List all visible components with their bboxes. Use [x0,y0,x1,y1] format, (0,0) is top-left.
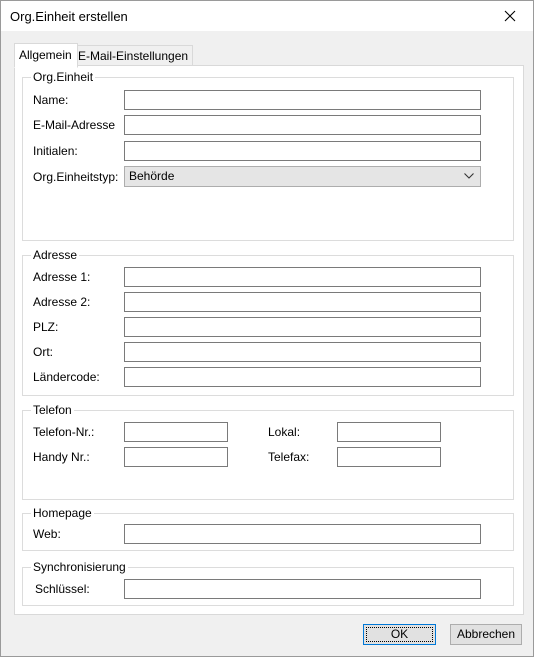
local-input[interactable] [337,422,441,442]
org-type-label: Org.Einheitstyp: [33,170,119,184]
group-homepage [22,506,514,551]
group-title-homepage: Homepage [33,506,92,520]
group-address [22,248,514,396]
cancel-button[interactable] [450,624,522,645]
name-input[interactable] [124,90,481,110]
local-label: Lokal: [268,425,301,439]
group-sync [22,560,514,606]
mobile-label: Handy Nr.: [33,450,90,464]
group-title-org-unit: Org.Einheit [33,70,94,84]
country-code-input[interactable] [124,367,481,387]
web-input[interactable] [124,524,481,544]
city-label: Ort: [33,345,53,359]
window-title: Org.Einheit erstellen [10,9,128,24]
zip-label: PLZ: [33,320,59,334]
group-title-sync: Synchronisierung [33,560,126,574]
address2-label: Adresse 2: [33,295,91,309]
org-type-selected-value: Behörde [129,169,175,183]
group-title-address: Adresse [33,248,78,262]
tab-email-settings[interactable]: E-Mail-Einstellungen [73,45,193,66]
web-label: Web: [33,527,61,541]
ok-button-label: OK [390,627,409,641]
name-label: Name: [33,93,69,107]
phone-input[interactable] [124,422,228,442]
ok-button[interactable] [363,624,436,645]
group-org-unit [22,70,514,241]
sync-key-input[interactable] [124,579,481,599]
title-bar [1,1,533,31]
group-title-phone: Telefon [33,403,72,417]
fax-label: Telefax: [268,450,310,464]
focus-rectangle [366,627,433,642]
city-input[interactable] [124,342,481,362]
group-phone [22,403,514,500]
mobile-input[interactable] [124,447,228,467]
address2-input[interactable] [124,292,481,312]
fax-input[interactable] [337,447,441,467]
tab-allgemein[interactable]: Allgemein [14,43,78,68]
close-button[interactable] [487,1,533,31]
zip-input[interactable] [124,317,481,337]
phone-label: Telefon-Nr.: [33,425,95,439]
org-type-select[interactable] [124,166,481,187]
sync-key-label: Schlüssel: [35,582,90,596]
email-label: E-Mail-Adresse [33,118,116,132]
chevron-down-icon [464,173,474,179]
address1-label: Adresse 1: [33,270,91,284]
email-input[interactable] [124,115,481,135]
tab-panel-allgemein [14,65,524,615]
address1-input[interactable] [124,267,481,287]
initials-input[interactable] [124,141,481,161]
initials-label: Initialen: [33,144,78,158]
country-code-label: Ländercode: [33,370,100,384]
close-icon [504,10,516,22]
cancel-button-label: Abbrechen [456,627,516,641]
